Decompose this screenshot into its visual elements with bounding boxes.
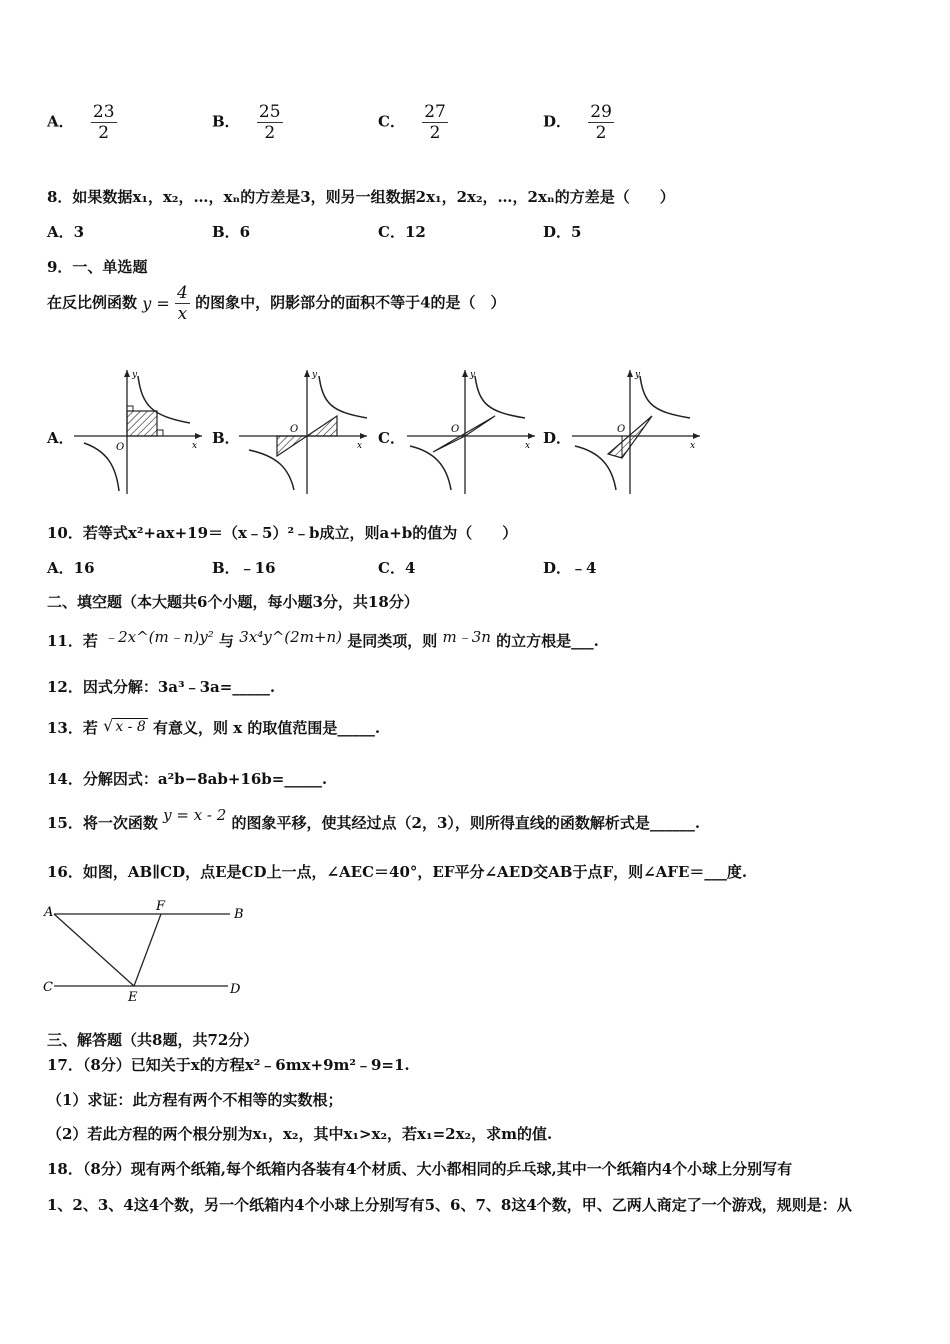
q9-option-d-label: D．	[543, 429, 572, 447]
square-root: √ x - 8	[103, 716, 146, 735]
point-f-label: F	[156, 899, 166, 914]
q10-option-a: A．16	[47, 559, 95, 577]
q7-option-a: A． $\frac{23}{2}$	[47, 102, 115, 143]
q13-text: 13．若 √ x - 8 有意义，则 x 的取值范围是_____.	[47, 716, 381, 737]
q12-text: 12．因式分解：3a³﹣3a=_____.	[47, 678, 276, 696]
y-axis-label: y	[470, 370, 476, 380]
q10-option-c: C．4	[378, 559, 416, 577]
point-a-label: A	[44, 905, 54, 920]
q15-text: 15．将一次函数 y = x - 2 的图象平移，使其经过点（2，3），则所得直线的函数解析式是______.	[47, 806, 701, 832]
fraction: $\frac{23}{2}$	[92, 102, 115, 143]
origin-label: O	[451, 424, 460, 435]
fraction: $\frac{27}{2}$	[424, 102, 446, 143]
q7-option-c: C． $\frac{27}{2}$	[378, 102, 446, 143]
x-axis-label: x	[357, 441, 363, 451]
fraction: $\frac{29}{2}$	[590, 102, 612, 143]
q8-text: 8．如果数据x₁，x₂，…，xₙ的方差是3，则另一组数据2x₁，2x₂，…，2xₙ的方差是（ ）	[47, 188, 675, 206]
q11-expr1: ﹣2x^(m﹣n)y²	[103, 628, 214, 646]
fraction: $\frac{25}{2}$	[258, 102, 281, 143]
section-3-heading: 三、解答题（共8题，共72分）	[47, 1031, 259, 1049]
x-axis-label: x	[525, 441, 531, 451]
q18-line1: 18．（8分）现有两个纸箱,每个纸箱内各装有4个材质、大小都相同的乒乓球,其中一个纸箱内4个小球上分别写有	[47, 1160, 793, 1178]
q8-option-c: C．12	[378, 223, 426, 241]
q9-graph-b	[237, 366, 372, 496]
q10-option-b: B．﹣16	[212, 559, 276, 577]
point-d-label: D	[230, 982, 241, 997]
q7-option-b: B． $\frac{25}{2}$	[212, 102, 281, 143]
q8-option-a: A．3	[47, 223, 85, 241]
section-2-heading: 二、填空题（本大题共6个小题，每小题3分，共18分）	[47, 593, 419, 611]
q9-option-c-label: C．	[378, 429, 405, 447]
q11-expr3: m﹣3n	[442, 628, 491, 646]
q15-expr: y = x - 2	[163, 806, 227, 824]
q7-option-d: D． $\frac{29}{2}$	[543, 102, 612, 143]
x-axis-label: x	[192, 441, 198, 451]
q9-text: 在反比例函数 y = $\frac{4}{x}$ 的图象中，阴影部分的面积不等于4的是（ ）	[47, 283, 506, 324]
q16-figure	[40, 898, 260, 1006]
q9-function-fraction: $\frac{4}{x}$	[177, 283, 188, 324]
x-axis-label: x	[690, 441, 696, 451]
q9-graph-c	[405, 366, 540, 496]
q17-text: 17．（8分）已知关于x的方程x²﹣6mx+9m²﹣9=1.	[47, 1056, 410, 1074]
q9-option-b-label: B．	[212, 429, 240, 447]
y-axis-label: y	[132, 370, 138, 380]
origin-label: O	[116, 442, 125, 453]
q11-text: 11．若 ﹣2x^(m﹣n)y² 与 3x⁴y^(2m+n) 是同类项，则 m﹣3n 的立方根是___.	[47, 628, 599, 650]
q14-text: 14．分解因式：a²b−8ab+16b=_____.	[47, 770, 328, 788]
q16-text: 16．如图，AB∥CD，点E是CD上一点，∠AEC＝40°，EF平分∠AED交AB于点F，则∠AFE＝___度.	[47, 863, 748, 881]
origin-label: O	[290, 424, 299, 435]
q17-part2: （2）若此方程的两个根分别为x₁，x₂，其中x₁>x₂，若x₁=2x₂，求m的值.	[47, 1125, 553, 1143]
point-e-label: E	[128, 990, 138, 1005]
q9-graph-d	[570, 366, 705, 496]
q8-option-b: B．6	[212, 223, 251, 241]
point-b-label: B	[234, 907, 244, 922]
q8-option-d: D．5	[543, 223, 582, 241]
q9-header: 9．一、单选题	[47, 258, 148, 276]
y-axis-label: y	[635, 370, 641, 380]
q18-line2: 1、2、3、4这4个数，另一个纸箱内4个小球上分别写有5、6、7、8这4个数，甲、乙两人商定了一个游戏，规则是：从	[47, 1196, 852, 1214]
q11-expr2: 3x⁴y^(2m+n)	[239, 628, 343, 646]
q9-option-a-label: A．	[47, 429, 74, 447]
q10-text: 10．若等式x²+ax+19＝（x﹣5）²﹣b成立，则a+b的值为（ ）	[47, 524, 518, 542]
q17-part1: （1）求证：此方程有两个不相等的实数根；	[47, 1091, 343, 1109]
point-c-label: C	[43, 980, 53, 995]
origin-label: O	[617, 424, 626, 435]
y-axis-label: y	[312, 370, 318, 380]
q9-graph-a	[72, 366, 207, 496]
q10-option-d: D．﹣4	[543, 559, 597, 577]
